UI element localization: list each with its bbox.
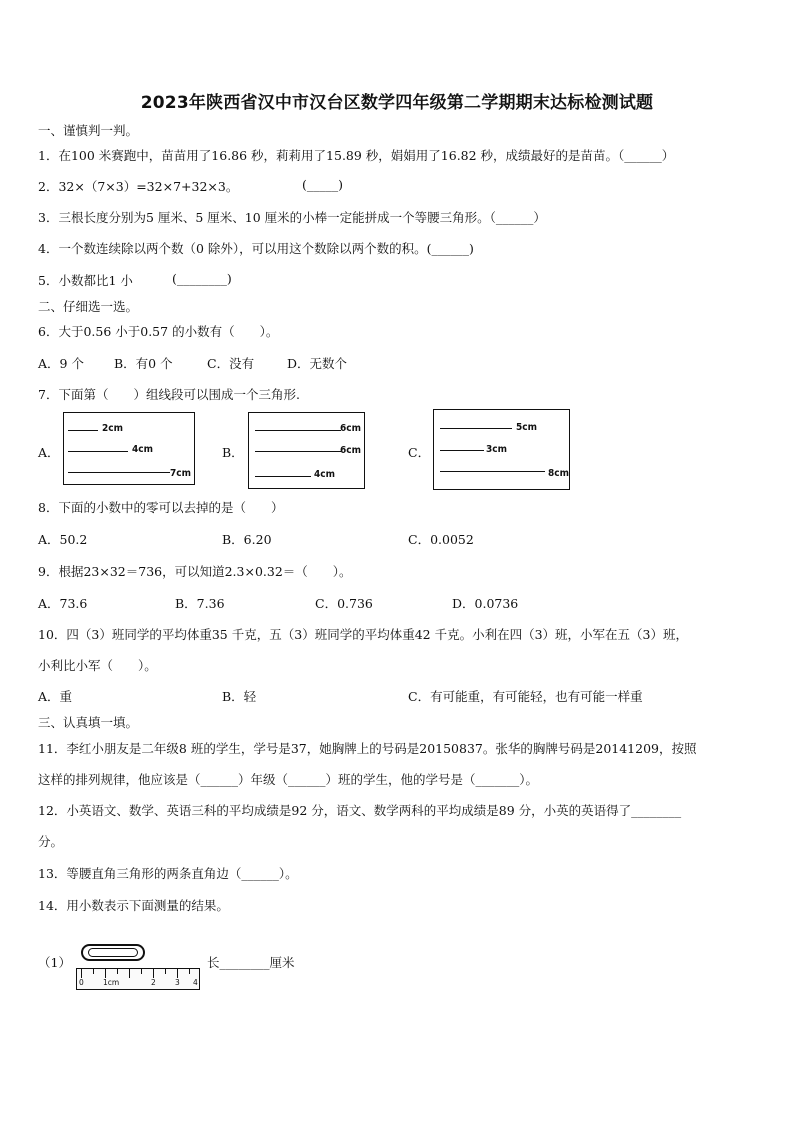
segment-6cm (255, 430, 341, 431)
question-10-option-c: C．有可能重，有可能轻，也有可能一样重 (408, 689, 643, 704)
segment-6cm (255, 451, 341, 452)
question-6-option-b: B．有0 个 (114, 356, 173, 371)
question-10-option-a: A．重 (38, 689, 73, 704)
question-8-option-c: C．0.0052 (408, 532, 474, 547)
question-2-blank: (_____) (302, 177, 344, 192)
section-heading-judge: 一、谨慎判一判。 (38, 123, 139, 138)
ruler-tick (165, 969, 166, 974)
question-14-sub-number: （1） (38, 955, 71, 970)
segment-2cm (68, 430, 98, 431)
segment-label: 6cm (340, 423, 361, 434)
question-9: 9．根据23×32＝736，可以知道2.3×0.32＝（ ）。 (38, 564, 352, 579)
segment-8cm (440, 471, 545, 472)
question-12-line-1: 12．小英语文、数学、英语三科的平均成绩是92 分，语文、数学两科的平均成绩是89 分，小英的英语得了________ (38, 803, 682, 818)
segment-group-a (63, 412, 195, 485)
question-2: 2．32×（7×3）=32×7+32×3。 (38, 179, 239, 194)
ruler-tick (81, 969, 82, 978)
question-9-option-c: C．0.736 (315, 596, 373, 611)
segment-label: 4cm (132, 444, 153, 455)
ruler-tick (153, 969, 154, 978)
question-14: 14．用小数表示下面测量的结果。 (38, 898, 229, 913)
ruler-label: 2 (151, 978, 156, 987)
question-10-option-b: B．轻 (222, 689, 257, 704)
segment-label: 4cm (314, 469, 335, 480)
segment-label: 8cm (548, 468, 569, 479)
question-10-line-1: 10．四（3）班同学的平均体重35 千克，五（3）班同学的平均体重42 千克。小利在四（3）班，小军在五（3）班， (38, 627, 688, 642)
segment-5cm (440, 428, 512, 429)
ruler-tick (117, 969, 118, 974)
question-7-option-c-label: C． (408, 445, 431, 460)
segment-label: 3cm (486, 444, 507, 455)
segment-label: 6cm (340, 445, 361, 456)
question-6-option-a: A．9 个 (38, 356, 84, 371)
question-6-option-c: C．没有 (207, 356, 255, 371)
ruler-tick (177, 969, 178, 978)
section-heading-choose: 二、仔细选一选。 (38, 299, 139, 314)
question-5: 5．小数都比1 小 (38, 273, 133, 288)
question-9-option-d: D．0.0736 (452, 596, 519, 611)
ruler-tick (141, 969, 142, 974)
question-8: 8．下面的小数中的零可以去掉的是（ ） (38, 500, 284, 515)
segment-label: 2cm (102, 423, 123, 434)
question-7-option-a-label: A． (38, 445, 60, 460)
question-7: 7．下面第（ ）组线段可以围成一个三角形. (38, 387, 300, 402)
question-11-line-1: 11．李红小朋友是二年级8 班的学生，学号是37，她胸牌上的号码是20150837。张华的胸牌号码是20141209，按照 (38, 741, 697, 756)
question-7-option-b-label: B． (222, 445, 244, 460)
question-9-option-b: B．7.36 (175, 596, 225, 611)
segment-label: 7cm (170, 468, 191, 479)
ruler-tick (129, 969, 130, 978)
segment-label: 5cm (516, 422, 537, 433)
question-8-option-b: B．6.20 (222, 532, 272, 547)
segment-4cm (68, 451, 128, 452)
question-4: 4．一个数连续除以两个数（0 除外），可以用这个数除以两个数的积。(______) (38, 241, 474, 256)
segment-group-c (433, 409, 570, 490)
question-8-option-a: A．50.2 (38, 532, 88, 547)
ruler-tick (189, 969, 190, 974)
question-11-line-2: 这样的排列规律，他应该是（______）年级（______）班的学生，他的学号是（_______）。 (38, 772, 539, 787)
question-1: 1．在100 米赛跑中，苗苗用了16.86 秒，莉莉用了15.89 秒，娟娟用了16.82 秒，成绩最好的是苗苗。（______） (38, 148, 675, 163)
question-9-option-a: A．73.6 (38, 596, 88, 611)
ruler-label: 4 (193, 978, 198, 987)
page-title: 2023年陕西省汉中市汉台区数学四年级第二学期期末达标检测试题 (140, 93, 654, 113)
question-12-line-2: 分。 (38, 834, 64, 849)
ruler-label: 3 (175, 978, 180, 987)
ruler-tick (105, 969, 106, 978)
segment-3cm (440, 450, 484, 451)
question-10-line-2: 小利比小军（ ）。 (38, 658, 157, 673)
segment-group-b (248, 412, 365, 489)
question-6: 6．大于0.56 小于0.57 的小数有（ ）。 (38, 324, 279, 339)
ruler-image (76, 968, 200, 990)
question-5-blank: (________) (172, 271, 232, 286)
ruler-tick (93, 969, 94, 974)
segment-7cm (68, 472, 170, 473)
question-3: 3．三根长度分别为5 厘米、5 厘米、10 厘米的小棒一定能拼成一个等腰三角形。（______） (38, 210, 546, 225)
question-14-sub-answer: 长________厘米 (207, 955, 295, 970)
question-6-option-d: D．无数个 (287, 356, 348, 371)
question-13: 13．等腰直角三角形的两条直角边（______）。 (38, 866, 298, 881)
section-heading-fill: 三、认真填一填。 (38, 715, 139, 730)
segment-4cm (255, 476, 311, 477)
paperclip-inner-loop (88, 948, 138, 957)
ruler-label: 1cm (103, 978, 120, 987)
ruler-label: 0 (79, 978, 84, 987)
